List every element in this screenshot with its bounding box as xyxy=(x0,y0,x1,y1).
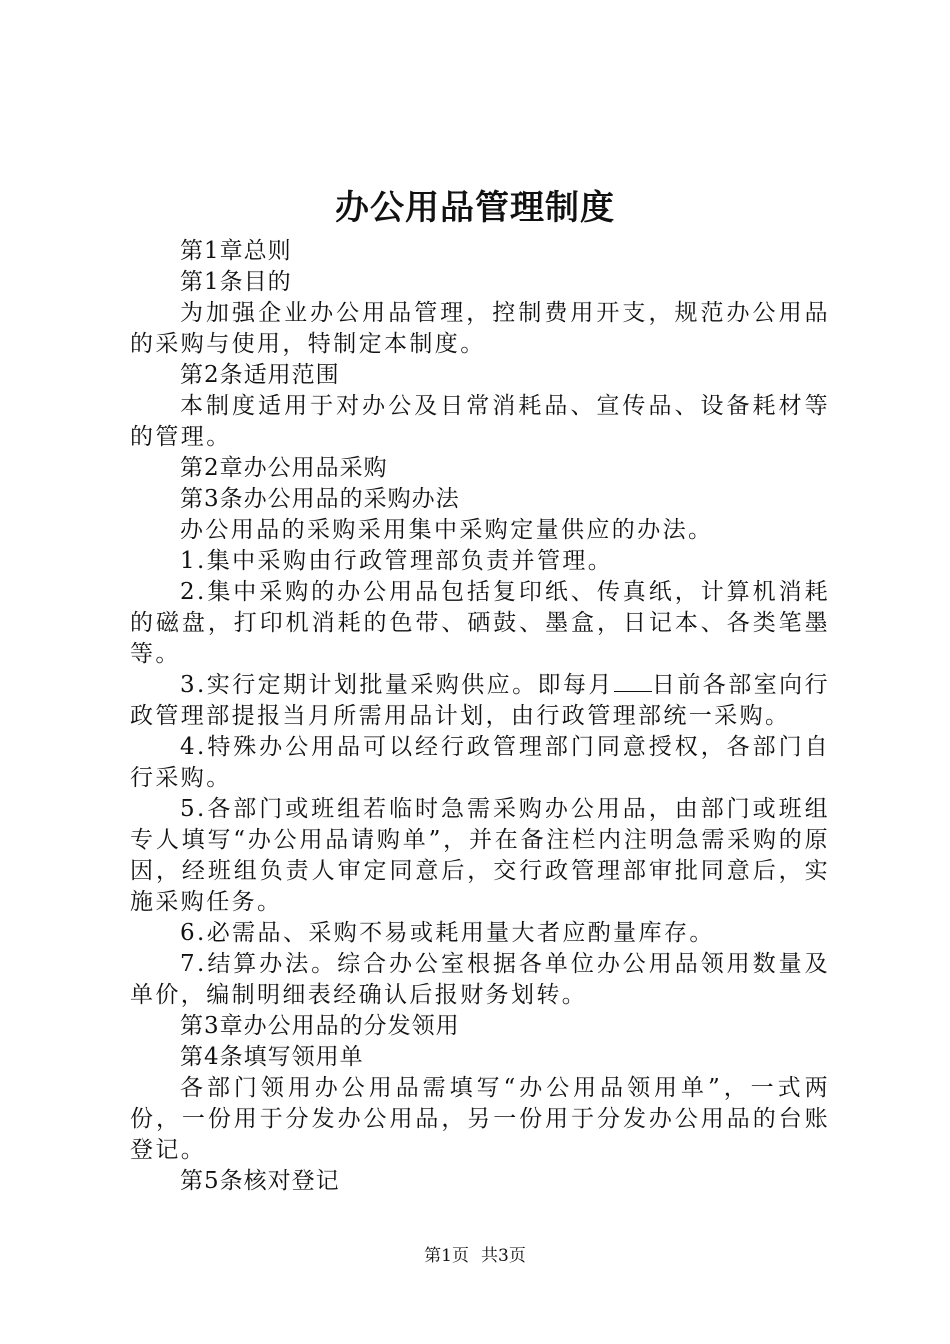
article-4-text: 各部门领用办公用品需填写“办公用品领用单”，一式两份，一份用于分发办公用品，另一份用于分发办公用品的台账登记。 xyxy=(130,1075,830,1163)
fill-in-blank xyxy=(614,673,652,692)
article-3-item-6: 6.必需品、采购不易或耗用量大者应酌量库存。 xyxy=(180,920,715,946)
article-3-intro: 办公用品的采购采用集中采购定量供应的办法。 xyxy=(180,517,714,543)
document-body xyxy=(130,236,830,1197)
article-1-text: 为加强企业办公用品管理，控制费用开支，规范办公用品的采购与使用，特制定本制度。 xyxy=(130,300,830,357)
article-3-item-2: 2.集中采购的办公用品包括复印纸、传真纸，计算机消耗的磁盘，打印机消耗的色带、硒鼓、墨盒，日记本、各类笔墨等。 xyxy=(130,579,830,667)
article-3-item-5: 5.各部门或班组若临时急需采购办公用品，由部门或班组专人填写“办公用品请购单”，并在备注栏内注明急需采购的原因，经班组负责人审定同意后，交行政管理部审批同意后，实施采购任务。 xyxy=(130,796,830,915)
page-total: 共3页 xyxy=(481,1246,526,1266)
chapter-3-heading: 第3章办公用品的分发领用 xyxy=(180,1013,460,1039)
article-1-heading: 第1条目的 xyxy=(180,269,292,295)
page-number: 第1页 xyxy=(424,1246,469,1266)
document-title: 办公用品管理制度 xyxy=(335,188,615,228)
article-3-item-1: 1.集中采购由行政管理部负责并管理。 xyxy=(180,548,614,574)
article-4-heading: 第4条填写领用单 xyxy=(180,1044,364,1070)
article-3-heading: 第3条办公用品的采购办法 xyxy=(180,486,460,512)
page-footer xyxy=(0,1244,950,1268)
item-3-text-before: 3.实行定期计划批量采购供应。即每月 xyxy=(180,672,614,698)
article-2-heading: 第2条适用范围 xyxy=(180,362,340,388)
item-3-text-after: 日前各部室向行政管理部提报当月所需用品计划，由行政管理部统一采购。 xyxy=(130,672,830,729)
article-5-heading: 第5条核对登记 xyxy=(180,1168,340,1194)
article-2-text: 本制度适用于对办公及日常消耗品、宣传品、设备耗材等的管理。 xyxy=(130,393,830,450)
article-3-item-4: 4.特殊办公用品可以经行政管理部门同意授权，各部门自行采购。 xyxy=(130,734,830,791)
chapter-2-heading: 第2章办公用品采购 xyxy=(180,455,388,481)
article-3-item-3 xyxy=(130,670,830,732)
chapter-1-heading: 第1章总则 xyxy=(180,238,292,264)
article-3-item-7: 7.结算办法。综合办公室根据各单位办公用品领用数量及单价，编制明细表经确认后报财务划转。 xyxy=(130,951,830,1008)
